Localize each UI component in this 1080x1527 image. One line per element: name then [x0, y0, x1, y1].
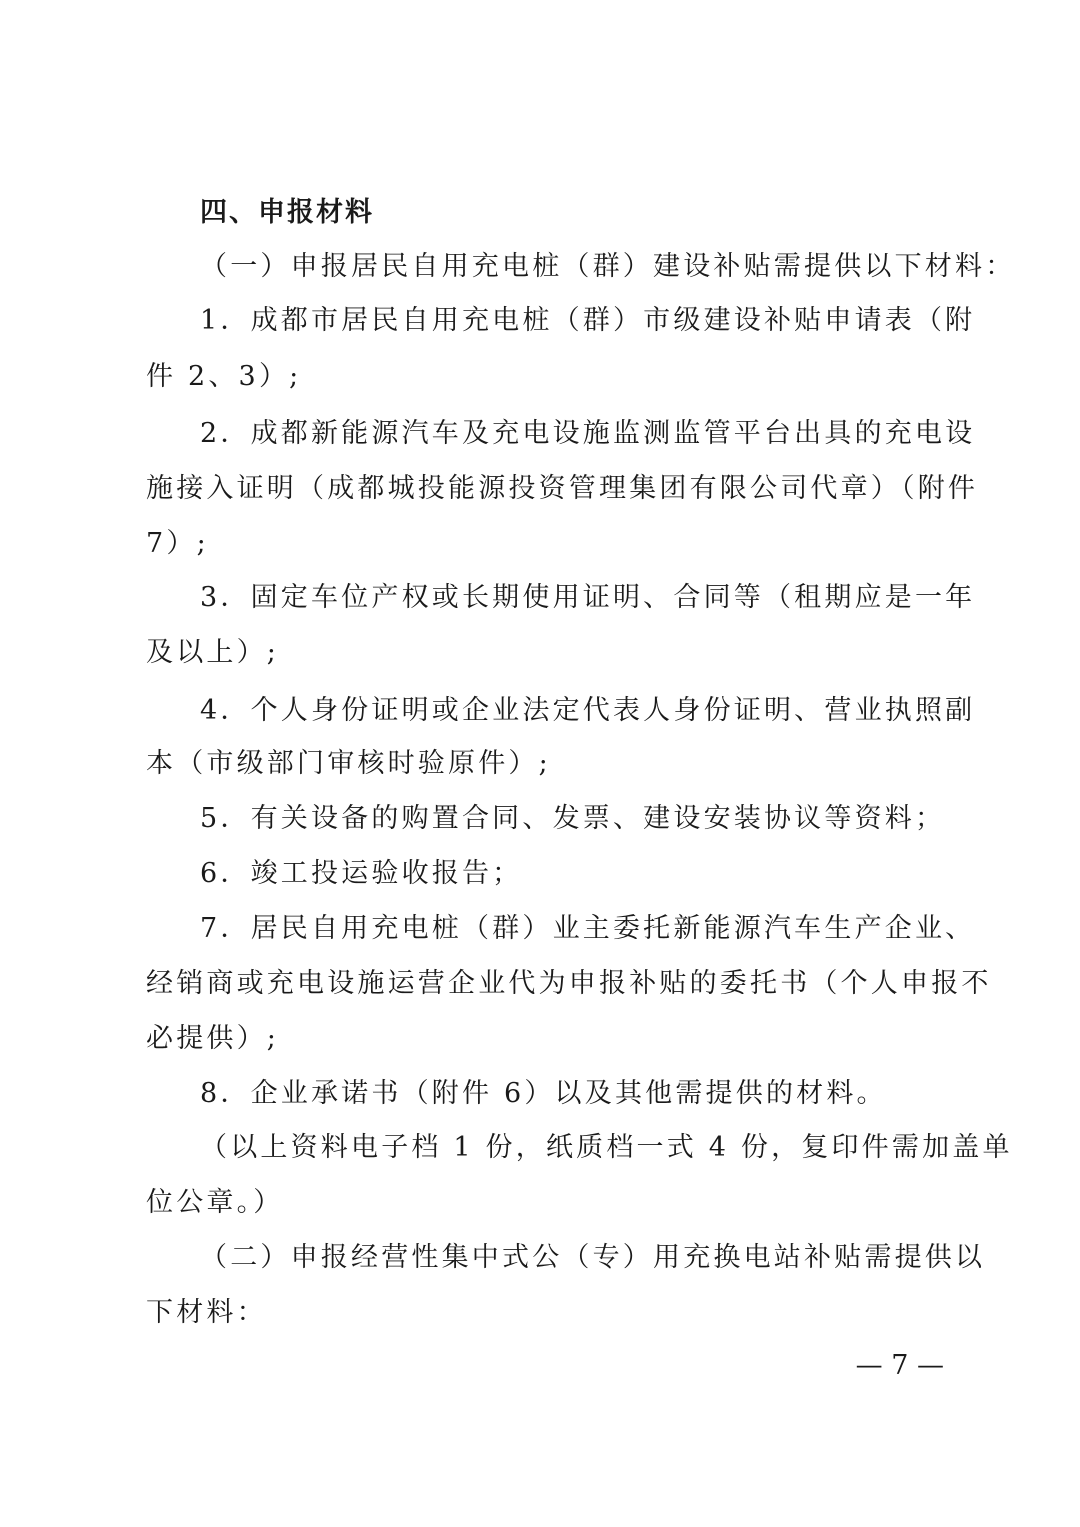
paragraph-line: 施接入证明（成都城投能源投资管理集团有限公司代章）（附件 [146, 473, 979, 504]
paragraph-line: （一）申报居民自用充电桩（群）建设补贴需提供以下材料： [200, 251, 1016, 282]
paragraph-line: 及以上）; [146, 637, 280, 668]
paragraph-line: 6．竣工投运验收报告； [200, 858, 523, 889]
paragraph-line: 位公章。） [146, 1187, 284, 1218]
paragraph-line: 经销商或充电设施运营企业代为申报补贴的委托书（个人申报不 [146, 968, 992, 999]
paragraph-line: 件 2、3）; [146, 361, 302, 392]
paragraph-line: 3．固定车位产权或长期使用证明、合同等（租期应是一年 [200, 582, 976, 613]
page-number: — 7 — [855, 1350, 944, 1381]
paragraph-line: 5．有关设备的购置合同、发票、建设安装协议等资料； [200, 803, 946, 834]
paragraph-line: 本（市级部门审核时验原件）; [146, 748, 551, 779]
paragraph-line: 4．个人身份证明或企业法定代表人身份证明、营业执照副 [200, 695, 976, 726]
section-heading: 四、申报材料 [200, 197, 374, 228]
paragraph-line: 2．成都新能源汽车及充电设施监测监管平台出具的充电设 [200, 418, 976, 449]
paragraph-line: 7）; [146, 528, 209, 559]
paragraph-line: 7．居民自用充电桩（群）业主委托新能源汽车生产企业、 [200, 913, 976, 944]
paragraph-line: 下材料： [146, 1297, 267, 1328]
paragraph-line: 1．成都市居民自用充电桩（群）市级建设补贴申请表（附 [200, 305, 976, 336]
paragraph-line: （以上资料电子档 1 份，纸质档一式 4 份，复印件需加盖单 [200, 1132, 1013, 1163]
paragraph-line: （二）申报经营性集中式公（专）用充换电站补贴需提供以 [200, 1242, 986, 1273]
paragraph-line: 8．企业承诺书（附件 6）以及其他需提供的材料。 [200, 1078, 887, 1109]
paragraph-line: 必提供）; [146, 1023, 280, 1054]
